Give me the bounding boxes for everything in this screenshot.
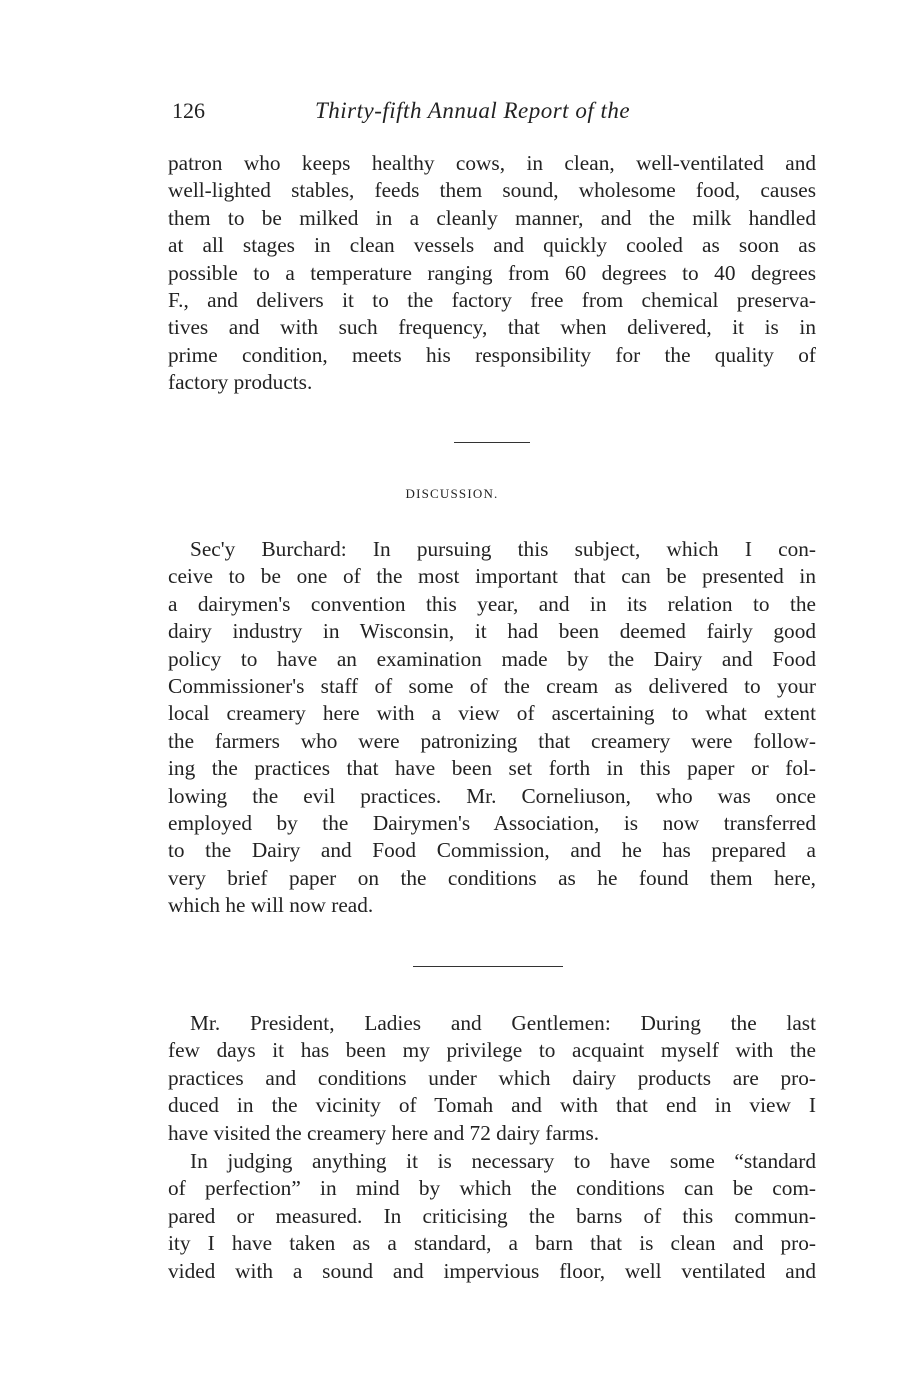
section-heading: DISCUSSION. xyxy=(405,486,499,501)
text-line: few days it has been my privilege to acquaint myself with the xyxy=(168,1038,816,1063)
text-line: them to be milked in a cleanly manner, and the milk handled xyxy=(168,205,816,230)
text-line: a dairymen's convention this year, and in its relation to the xyxy=(168,591,816,616)
text-line: patron who keeps healthy cows, in clean, well-ventilated and xyxy=(168,151,816,175)
paragraph-burchard-discussion xyxy=(168,536,816,920)
text-line: of perfection” in mind by which the conditions can be com- xyxy=(168,1176,816,1201)
text-line: dairy industry in Wisconsin, it had been deemed fairly good xyxy=(168,619,816,644)
paragraph-president-address xyxy=(168,1010,816,1147)
text-line: employed by the Dairymen's Association, is now transferred xyxy=(168,811,816,836)
section-divider-rule xyxy=(454,442,530,443)
text-line: ceive to be one of the most important that can be presented in xyxy=(168,564,816,589)
text-line: well-lighted stables, feeds them sound, wholesome food, causes xyxy=(168,178,816,203)
paragraph-standard-of-perfection xyxy=(168,1148,816,1285)
text-line: which he will now read. xyxy=(168,893,374,918)
text-line: Commissioner's staff of some of the cream as delivered to your xyxy=(168,674,816,699)
text-line: ing the practices that have been set forth in this paper or fol- xyxy=(168,756,816,781)
running-title: Thirty-fifth Annual Report of the xyxy=(315,98,631,123)
text-line: lowing the evil practices. Mr. Corneliuson, who was once xyxy=(168,783,816,808)
text-line: practices and conditions under which dairy products are pro- xyxy=(168,1065,816,1090)
text-line: Mr. President, Ladies and Gentlemen: During the last xyxy=(190,1011,816,1035)
paragraph-patron-responsibility xyxy=(168,150,816,397)
text-line: factory products. xyxy=(168,370,313,395)
page-header xyxy=(170,96,820,130)
text-line: the farmers who were patronizing that creamery were follow- xyxy=(168,728,816,753)
text-line: have visited the creamery here and 72 dairy farms. xyxy=(168,1120,600,1145)
page-number: 126 xyxy=(172,98,205,123)
text-line: policy to have an examination made by the Dairy and Food xyxy=(168,646,816,671)
text-line: F., and delivers it to the factory free from chemical preserva- xyxy=(168,288,816,313)
section-divider-rule xyxy=(413,966,563,967)
text-line: possible to a temperature ranging from 60 degrees to 40 degrees xyxy=(168,260,816,285)
text-line: local creamery here with a view of ascertaining to what extent xyxy=(168,701,816,726)
text-line: tives and with such frequency, that when delivered, it is in xyxy=(168,315,816,340)
text-line: prime condition, meets his responsibility for the quality of xyxy=(168,342,816,367)
text-line: Sec'y Burchard: In pursuing this subject, which I con- xyxy=(190,537,816,561)
text-line: to the Dairy and Food Commission, and he has prepared a xyxy=(168,838,816,863)
text-line: duced in the vicinity of Tomah and with that end in view I xyxy=(168,1093,816,1118)
text-line: pared or measured. In criticising the barns of this commun- xyxy=(168,1203,816,1228)
text-line: In judging anything it is necessary to have some “standard xyxy=(190,1149,816,1173)
text-line: very brief paper on the conditions as he found them here, xyxy=(168,865,816,890)
text-line: at all stages in clean vessels and quickly cooled as soon as xyxy=(168,233,816,258)
text-line: vided with a sound and impervious floor, well ventilated and xyxy=(168,1258,816,1283)
text-line: ity I have taken as a standard, a barn that is clean and pro- xyxy=(168,1231,816,1256)
